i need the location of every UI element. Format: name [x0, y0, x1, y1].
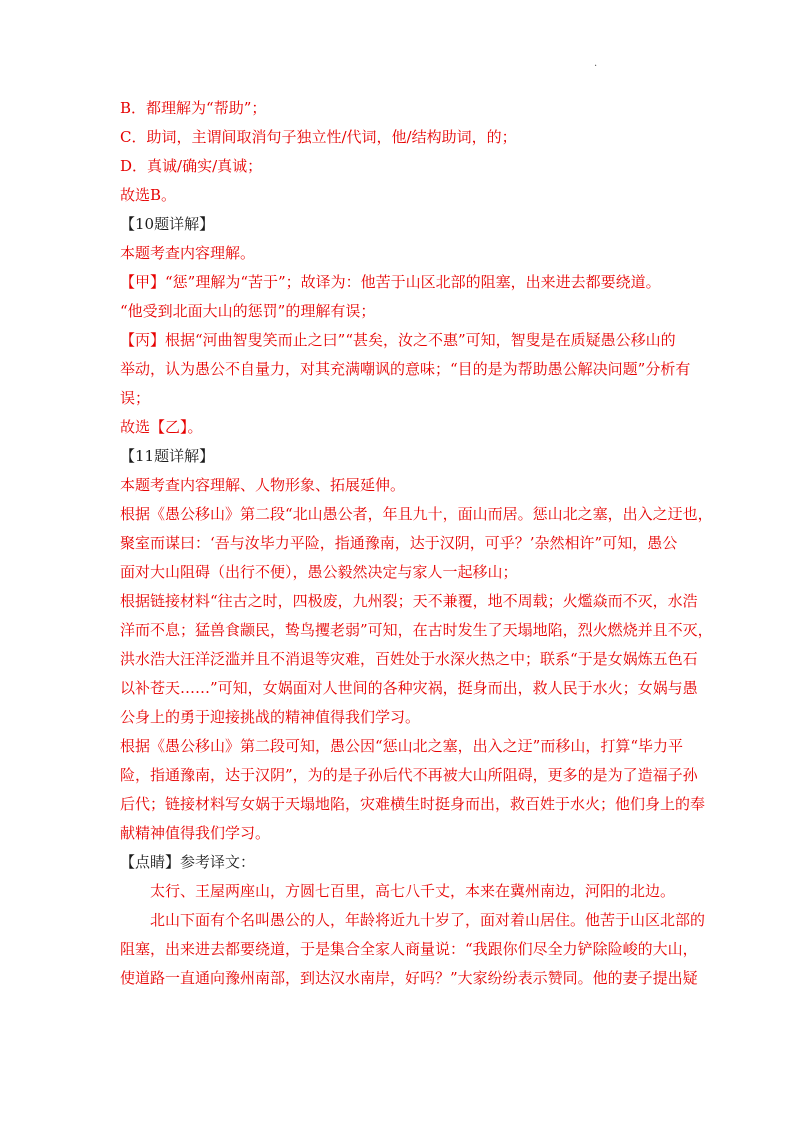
text-line: 以补苍天……”可知，女娲面对人世间的各种灾祸，挺身而出，救人民于水火；女娲与愚 [120, 679, 698, 697]
text-line: 本题考查内容理解。 [120, 244, 256, 262]
text-line: 举动，认为愚公不自量力，对其充满嘲讽的意味；“目的是为帮助愚公解决问题”分析有 [120, 360, 691, 378]
text-line: D．真诚/确实/真诚； [120, 157, 263, 175]
text-line: 根据《愚公移山》第二段“北山愚公者，年且九十，面山而居。惩山北之塞，出入之迂也， [120, 505, 713, 523]
text-line: 【点睛】参考译文： [120, 853, 256, 871]
text-line: 【丙】根据“河曲智叟笑而止之曰”“甚矣，汝之不惠”可知，智叟是在质疑愚公移山的 [120, 331, 676, 349]
text-line: 聚室而谋曰：‘吾与汝毕力平险，指通豫南，达于汉阴，可乎？’杂然相许”可知，愚公 [120, 534, 678, 552]
text-line: 面对大山阻碍（出行不便），愚公毅然决定与家人一起移山； [120, 563, 518, 581]
text-line: 故选B。 [120, 186, 177, 204]
document-body [120, 94, 713, 993]
text-line: 北山下面有个名叫愚公的人，年龄将近九十岁了，面对着山居住。他苦于山区北部的 [150, 911, 706, 929]
corner-mark: . [594, 58, 598, 69]
text-line: 【11题详解】 [120, 447, 215, 465]
text-line: B．都理解为“帮助”； [120, 99, 267, 117]
text-line: 献精神值得我们学习。 [120, 824, 271, 842]
text-line: 后代；链接材料写女娲于天塌地陷，灾难横生时挺身而出，救百姓于水火；他们身上的奉 [120, 795, 706, 813]
text-line: C．助词，主谓间取消句子独立性/代词，他/结构助词，的； [120, 128, 517, 146]
text-line: 根据《愚公移山》第二段可知，愚公因“惩山北之塞，出入之迂”而移山，打算“毕力平 [120, 737, 684, 755]
text-line: 误； [120, 389, 151, 407]
text-line: 【甲】“惩”理解为“苦于”；故译为：他苦于山区北部的阻塞，出来进去都要绕道。 [120, 273, 661, 291]
text-line: 洪水浩大汪洋泛滥并且不消退等灾难，百姓处于水深火热之中；联系“于是女娲炼五色石 [120, 650, 698, 668]
text-line: 洋而不息；猛兽食颛民，鸷鸟攫老弱”可知，在古时发生了天塌地陷，烈火燃烧并且不灭， [120, 621, 713, 639]
text-line: 险，指通豫南，达于汉阴”，为的是子孙后代不再被大山所阻碍，更多的是为了造福子孙 [120, 766, 698, 784]
text-line: 太行、王屋两座山，方圆七百里，高七八千丈，本来在冀州南边，河阳的北边。 [150, 882, 676, 900]
text-line: 本题考查内容理解、人物形象、拓展延伸。 [120, 476, 406, 494]
text-line: 故选【乙】。 [120, 418, 203, 436]
text-line: 公身上的勇于迎接挑战的精神值得我们学习。 [120, 708, 421, 726]
text-line: 使道路一直通向豫州南部，到达汉水南岸，好吗？”大家纷纷表示赞同。他的妻子提出疑 [120, 969, 698, 987]
text-line: “他受到北面大山的惩罚”的理解有误； [120, 302, 376, 320]
text-line: 阻塞，出来进去都要绕道，于是集合全家人商量说：“我跟你们尽全力铲除险峻的大山， [120, 940, 698, 958]
text-line: 根据链接材料“往古之时，四极废，九州裂；天不兼覆，地不周载；火爁焱而不灭，水浩 [120, 592, 698, 610]
text-line: 【10题详解】 [120, 215, 215, 233]
